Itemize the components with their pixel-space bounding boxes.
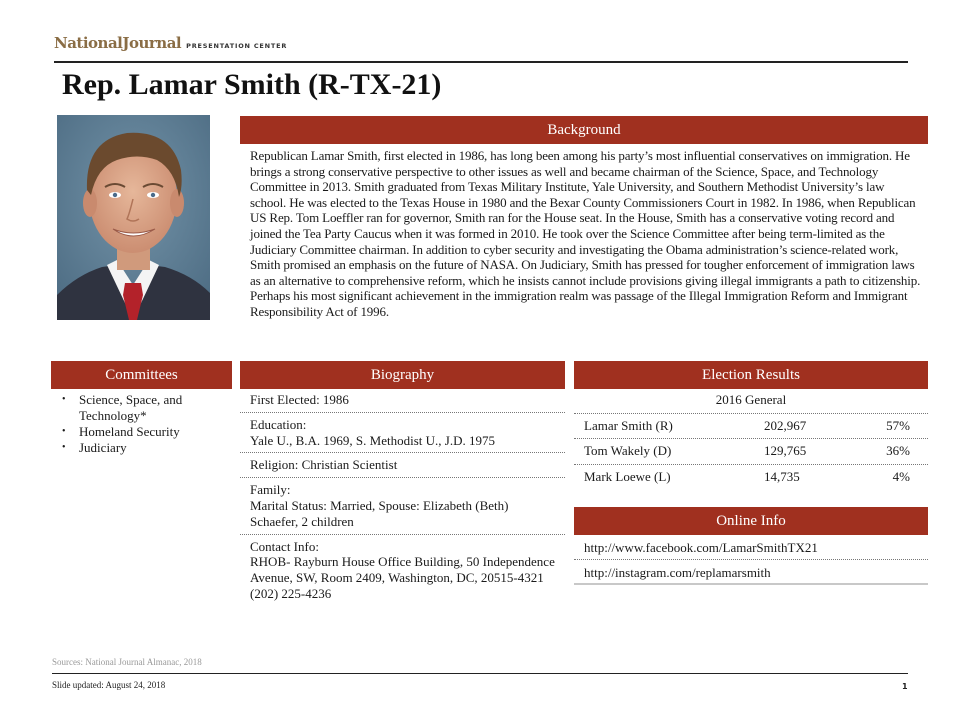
election-row <box>574 465 928 491</box>
candidate-percent: 57% <box>886 417 910 433</box>
logo-subtitle: PRESENTATION CENTER <box>186 42 288 50</box>
candidate-percent: 36% <box>886 443 910 459</box>
portrait-photo <box>57 115 210 320</box>
bio-education-label: Education: <box>250 416 307 432</box>
committee-item: • Science, Space, and Technology* <box>62 392 232 424</box>
election-caption: 2016 General <box>574 388 928 414</box>
biography-header: Biography <box>240 361 565 389</box>
bio-education-value: Yale U., B.A. 1969, S. Methodist U., J.D. 1975 <box>250 432 495 448</box>
instagram-link[interactable]: http://instagram.com/replamarsmith <box>574 560 928 585</box>
committees-header: Committees <box>51 361 232 389</box>
candidate-name: Tom Wakely (D) <box>584 443 672 459</box>
election-results-header: Election Results <box>574 361 928 389</box>
page-title: Rep. Lamar Smith (R-TX-21) <box>62 68 442 101</box>
header-divider <box>54 61 908 63</box>
bio-education <box>240 413 565 454</box>
bio-contact <box>240 535 565 606</box>
election-results-table <box>574 388 928 490</box>
candidate-votes: 129,765 <box>764 443 807 459</box>
candidate-name: Lamar Smith (R) <box>584 417 673 433</box>
national-journal-logo <box>54 34 287 52</box>
facebook-link[interactable]: http://www.facebook.com/LamarSmithTX21 <box>574 535 928 560</box>
election-row <box>574 439 928 465</box>
bio-religion-value: Religion: Christian Scientist <box>250 457 398 473</box>
biography-table <box>240 388 565 606</box>
online-info-header: Online Info <box>574 507 928 535</box>
election-row <box>574 414 928 440</box>
sources-note: Sources: National Journal Almanac, 2018 <box>52 657 202 667</box>
bio-family-value: Marital Status: Married, Spouse: Elizabeth (Beth) Schaefer, 2 children <box>250 497 509 529</box>
bio-contact-address: RHOB- Rayburn House Office Building, 50 Independence Avenue, SW, Room 2409, Washington, DC, 20515-4321 <box>250 554 555 586</box>
background-text: Republican Lamar Smith, first elected in 1986, has long been among his party’s most influential conservatives on immigration. He brings a strong conservative perspective to other issues as well and became chairman of the Science, Space, and Technology Committee in 2013. Smith graduated from Texas Military Institute, Yale University, and Southern Methodist University’s law school. He was elected to the Texas House in 1980 and the Bexar County Commissioners Court in 1982. In 1986, when Republican US Rep. Tom Loeffler ran for governor, Smith ran for the House seat. In the House, Smith has a conservative voting record and joined the Tea Party Caucus when it was formed in 2010. He took over the Science Committee after being term-limited as the Judiciary Committee chairman. In addition to cyber security and investigating the Obama administration’s science-related work, Smith promised an emphasis on the future of NASA. On Judiciary, Smith has pressed for tougher enforcement of immigration laws as an alternative to comprehensive reform, which he insists cannot include provisions giving illegal immigrants a path to citizenship. Perhaps his most significant achievement in the immigration realm was passage of the Illegal Immigration Reform and Immigrant Responsibility Act of 1996. <box>250 148 921 319</box>
slide-updated: Slide updated: August 24, 2018 <box>52 680 166 690</box>
committees-list <box>62 392 232 456</box>
background-header: Background <box>240 116 928 144</box>
committee-item: • Homeland Security <box>62 424 232 440</box>
candidate-percent: 4% <box>892 469 910 485</box>
logo-brand: NationalJournal <box>54 34 182 52</box>
bio-first-elected-value: First Elected: 1986 <box>250 392 349 407</box>
candidate-name: Mark Loewe (L) <box>584 469 671 485</box>
page-number: 1 <box>902 682 908 691</box>
bio-family-label: Family: <box>250 482 291 498</box>
bio-first-elected <box>240 388 565 413</box>
bio-family <box>240 478 565 534</box>
candidate-votes: 14,735 <box>764 469 800 485</box>
bio-contact-phone: (202) 225-4236 <box>250 585 332 601</box>
footer-divider <box>52 673 908 674</box>
committee-item: • Judiciary <box>62 440 232 456</box>
candidate-votes: 202,967 <box>764 417 807 433</box>
portrait-image <box>57 115 210 320</box>
bio-religion <box>240 453 565 478</box>
bio-contact-label: Contact Info: <box>250 538 319 554</box>
online-info-list <box>574 535 928 585</box>
